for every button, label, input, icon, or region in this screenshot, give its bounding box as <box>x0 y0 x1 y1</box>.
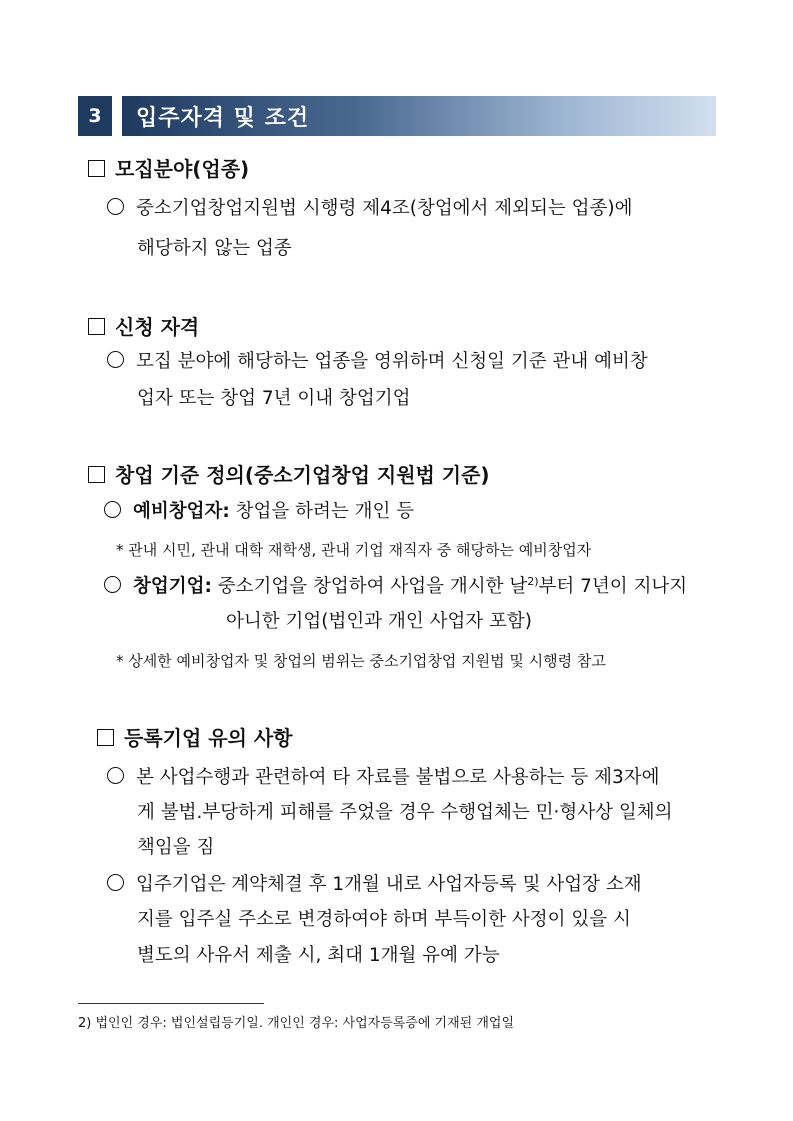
footnote-ref: 2) <box>527 574 539 588</box>
square-bullet-icon <box>88 318 105 335</box>
circle-bullet-icon <box>107 351 124 368</box>
recruit-field-heading: 모집분야(업종) <box>88 153 249 182</box>
footnote-rule <box>78 1003 264 1004</box>
notice-item1-line2: 게 불법.부당하게 피해를 주었을 경우 수행업체는 민·형사상 일체의 <box>137 802 673 823</box>
eligibility-heading: 신청 자격 <box>88 311 199 340</box>
notice-item2-line1: 입주기업은 계약체결 후 1개월 내로 사업자등록 및 사업장 소재 <box>107 870 642 896</box>
notice-item1-line3: 책임을 짐 <box>137 837 215 858</box>
notice-item1-line1: 본 사업수행과 관련하여 타 자료를 불법으로 사용하는 등 제3자에 <box>107 763 659 789</box>
square-bullet-icon <box>88 160 105 177</box>
detail-note: * 상세한 예비창업자 및 창업의 범위는 중소기업창업 지원법 및 시행령 참고 <box>116 652 606 670</box>
notice-heading: 등록기업 유의 사항 <box>97 722 293 751</box>
square-bullet-icon <box>88 466 105 483</box>
section-title: 입주자격 및 조건 <box>122 96 716 136</box>
recruit-field-line1: 중소기업창업지원법 시행령 제4조(창업에서 제외되는 업종)에 <box>107 194 633 220</box>
square-bullet-icon <box>97 729 114 746</box>
circle-bullet-icon <box>104 501 121 518</box>
circle-bullet-icon <box>104 576 121 593</box>
recruit-field-line2: 해당하지 않는 업종 <box>137 238 292 259</box>
pre-founder-item: 예비창업자: 창업을 하려는 개인 등 <box>104 497 414 523</box>
circle-bullet-icon <box>107 874 124 891</box>
startup-line2: 아니한 기업(법인과 개인 사업자 포함) <box>226 611 533 632</box>
circle-bullet-icon <box>107 198 124 215</box>
circle-bullet-icon <box>107 767 124 784</box>
notice-item2-line2: 지를 입주실 주소로 변경하여야 하며 부득이한 사정이 있을 시 <box>137 909 631 930</box>
notice-item2-line3: 별도의 사유서 제출 시, 최대 1개월 유예 가능 <box>137 945 500 966</box>
definition-heading: 창업 기준 정의(중소기업창업 지원법 기준) <box>88 459 490 488</box>
eligibility-line1: 모집 분야에 해당하는 업종을 영위하며 신청일 기준 관내 예비창 <box>107 347 648 373</box>
footnote: 2) 법인인 경우: 법인설립등기일. 개인인 경우: 사업자등록증에 기재된 개업일 <box>78 1016 515 1031</box>
startup-item: 창업기업: 중소기업을 창업하여 사업을 개시한 날$^{2)}$부터 7년이 지나지 <box>104 572 687 598</box>
eligibility-line2: 업자 또는 창업 7년 이내 창업기업 <box>137 388 411 409</box>
section-number: 3 <box>78 96 112 136</box>
pre-founder-note: * 관내 시민, 관내 대학 재학생, 관내 기업 재직자 중 해당하는 예비창업자 <box>116 541 592 559</box>
